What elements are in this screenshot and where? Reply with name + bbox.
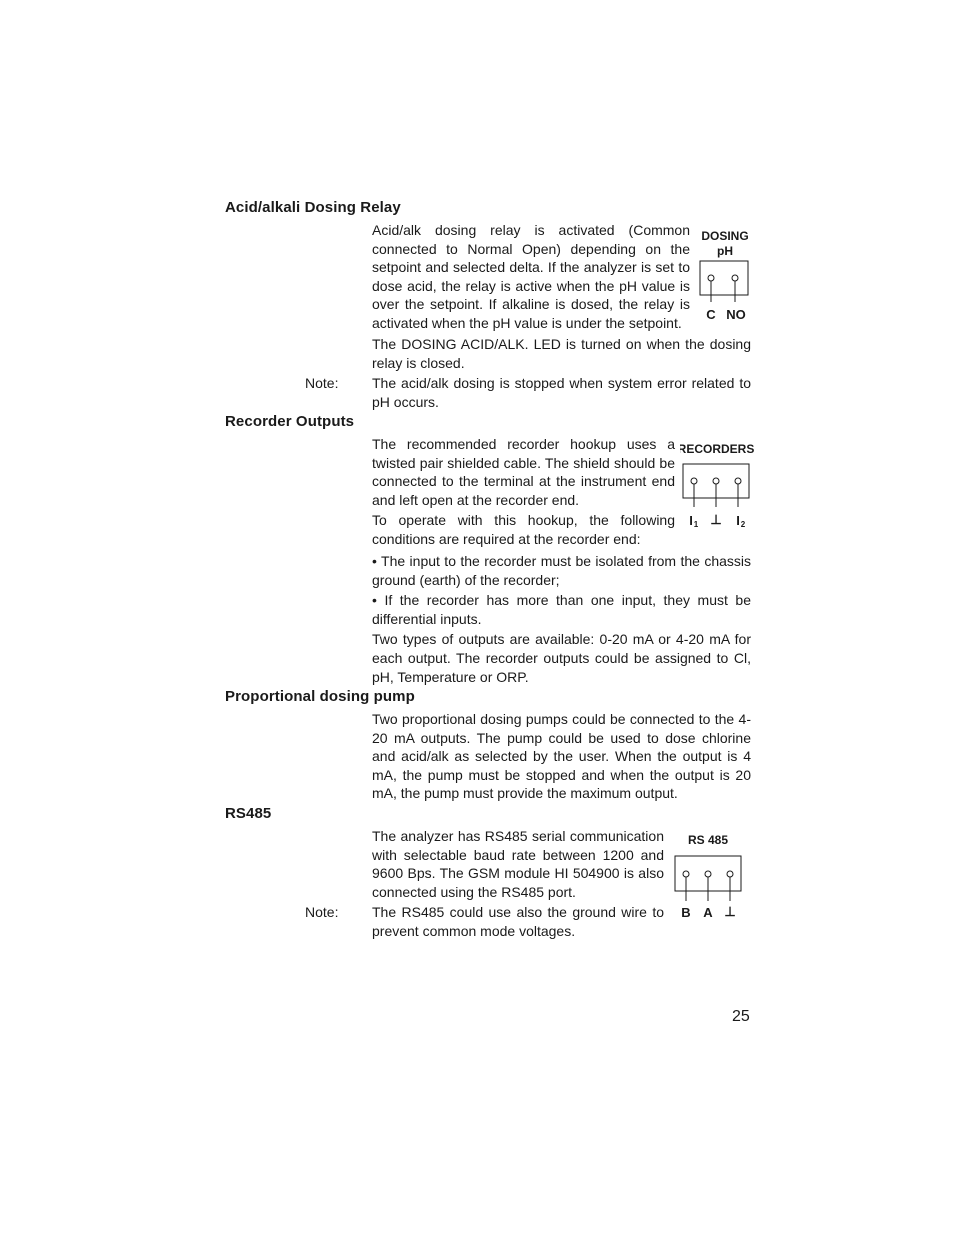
dosing-intro (372, 221, 690, 335)
dosing-paragraph-2: The DOSING ACID/ALK. LED is turned on when the dosing relay is closed. (372, 336, 751, 371)
rs485-terminal-a (705, 871, 711, 877)
rs485-note-label: Note: (305, 904, 339, 920)
dosing-paragraph-1: Acid/alk dosing relay is activated (Common connected to Normal Open) depending on the setpoint and selected delta. If the analyzer is set to dose acid, the relay is active when the pH value is over the setpoint. If alkaline is dosed, the relay is activated when the pH value is under the setpoint. (372, 222, 690, 331)
pump-paragraph-1: Two proportional dosing pumps could be connected to the 4-20 mA outputs. The pump could be used to dose chlorine and acid/alk as selected by the user. When the output is 4 mA, the pump must be stopped and when the output is 20 mA, the pump must provide the maximum output. (372, 711, 751, 802)
section-heading-rs485: RS485 (225, 805, 272, 822)
dosing-note (372, 374, 751, 413)
recorders-label-i2: I (736, 513, 740, 528)
dosing-terminal-box (700, 261, 748, 295)
recorders-terminal-2 (735, 478, 741, 484)
dosing-diagram-title: DOSING (701, 229, 749, 243)
recorders-terminal-1 (691, 478, 697, 484)
dosing-label-no: NO (726, 307, 746, 322)
dosing-diagram-subtitle: pH (717, 244, 733, 258)
rs485-label-a: A (703, 905, 713, 920)
recorder-bullet-1: • The input to the recorder must be isolated from the chassis ground (earth) of the recorder; (372, 553, 751, 588)
recorders-label-ground: ⊥ (710, 512, 722, 527)
recorder-intro (372, 435, 675, 551)
recorders-sub-2: 2 (740, 520, 746, 529)
dosing-relay-diagram (695, 226, 755, 331)
page-number: 25 (732, 1008, 750, 1025)
recorders-label-i1: I (689, 513, 693, 528)
dosing-terminal-c (708, 275, 714, 281)
dosing-note-label: Note: (305, 375, 339, 391)
recorders-sub-1: 1 (693, 520, 699, 529)
rs485-label-b: B (681, 905, 691, 920)
rs485-paragraph-1: The analyzer has RS485 serial communication with selectable baud rate between 1200 and 9600 Bps. The GSM module HI 504900 is also connected using the RS485 port. (372, 828, 664, 900)
recorder-paragraph-2: To operate with this hookup, the following conditions are required at the recorder end: (372, 512, 675, 547)
recorders-terminal-ground (713, 478, 719, 484)
recorder-bullet-2: • If the recorder has more than one input, they must be differential inputs. (372, 592, 751, 627)
rs485-note (372, 903, 664, 942)
dosing-body (372, 335, 751, 374)
dosing-terminal-no (732, 275, 738, 281)
section-heading-dosing: Acid/alkali Dosing Relay (225, 199, 401, 216)
rs485-note-text: The RS485 could use also the ground wire to prevent common mode voltages. (372, 904, 664, 939)
rs485-body (372, 827, 664, 903)
pump-body (372, 710, 751, 805)
rs485-diagram-title: RS 485 (687, 833, 729, 847)
rs485-label-ground: ⊥ (724, 904, 736, 919)
dosing-note-text: The acid/alk dosing is stopped when system error related to pH occurs. (372, 375, 751, 410)
recorder-body (372, 552, 751, 688)
recorder-paragraph-3: Two types of outputs are available: 0-20 mA or 4-20 mA for each output. The recorder outputs could be assigned to Cl, pH, Temperature or ORP. (372, 631, 751, 685)
recorders-diagram (680, 440, 755, 540)
section-heading-recorder: Recorder Outputs (225, 413, 355, 430)
section-heading-pump: Proportional dosing pump (225, 688, 415, 705)
rs485-terminal-b (683, 871, 689, 877)
dosing-label-c: C (706, 307, 716, 322)
recorders-diagram-title: RECORDERS (680, 442, 755, 456)
rs485-diagram (672, 830, 747, 930)
rs485-terminal-ground (727, 871, 733, 877)
recorder-paragraph-1: The recommended recorder hookup uses a twisted pair shielded cable. The shield should be connected to the terminal at the instrument end and left open at the recorder end. (372, 436, 675, 508)
